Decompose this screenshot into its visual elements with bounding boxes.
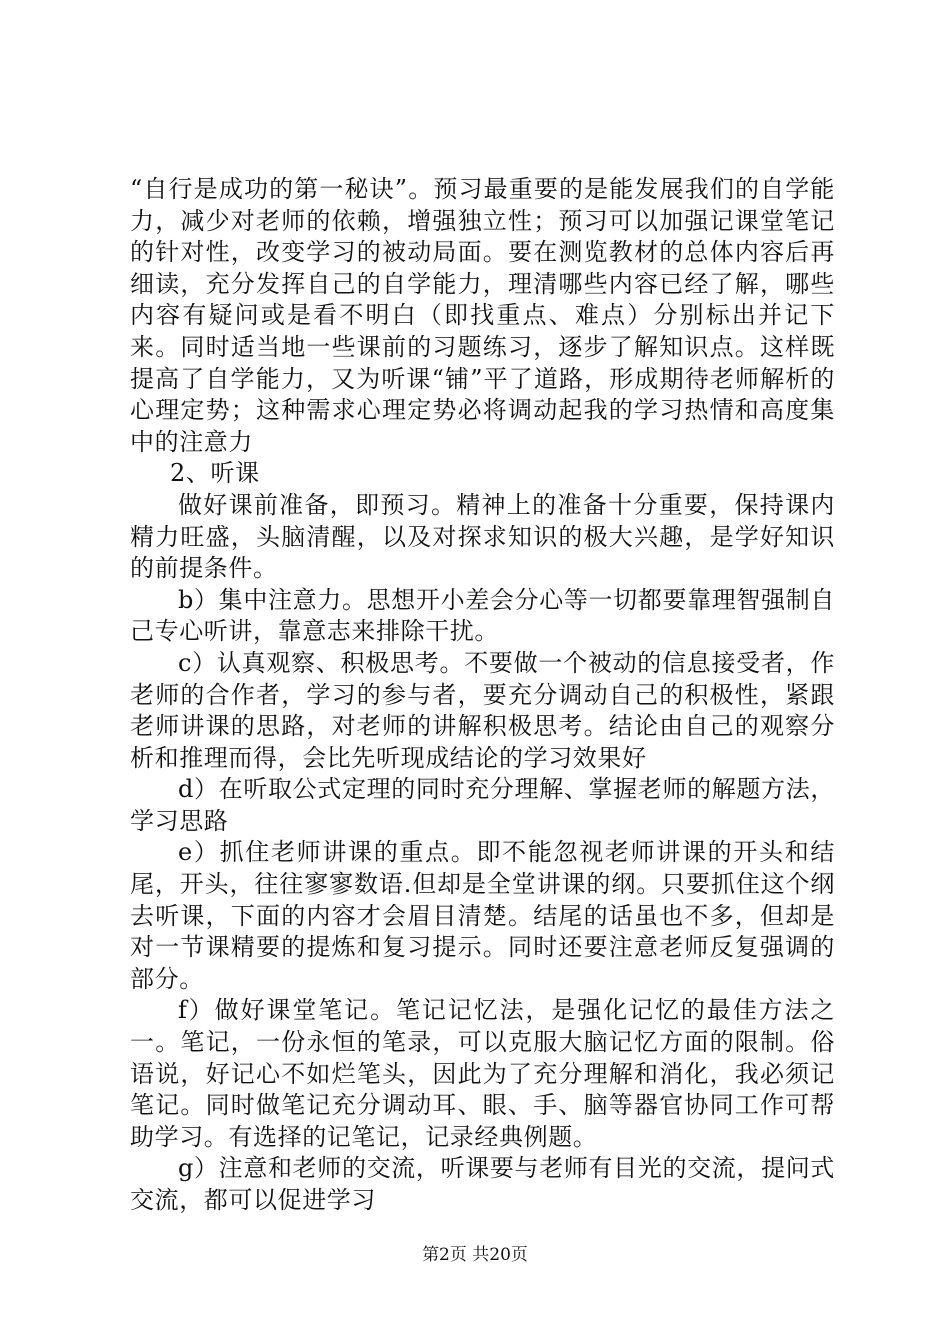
paragraph-item-f: f）做好课堂笔记。笔记记忆法，是强化记忆的最佳方法之一。笔记，一份永恒的笔录，可以克服大脑记忆方面的限制。俗语说，好记心不如烂笔头，因此为了充分理解和消化，我必须记笔记。同时做笔记充分调动耳、眼、手、脑等器官协同工作可帮助学习。有选择的记笔记，记录经典例题。 bbox=[130, 996, 835, 1151]
paragraph-item-d: d）在听取公式定理的同时充分理解、掌握老师的解题方法，学习思路 bbox=[130, 775, 835, 835]
page-number-footer: 第2页 共20页 bbox=[422, 1245, 528, 1265]
paragraph-item-e: e）抓住老师讲课的重点。即不能忽视老师讲课的开头和结尾，开头，往往寥寥数语.但却是全堂讲课的纲。只要抓住这个纲去听课，下面的内容才会眉目清楚。结尾的话虽也不多，但却是对一节课精要的提炼和复习提示。同时还要注意老师反复强调的部分。 bbox=[130, 838, 835, 993]
paragraph-prepare: 做好课前准备，即预习。精神上的准备十分重要，保持课内精力旺盛，头脑清醒，以及对探求知识的极大兴趣，是学好知识的前提条件。 bbox=[130, 490, 835, 583]
document-body bbox=[130, 174, 835, 1217]
section-heading-listening: 2、听课 bbox=[170, 459, 260, 488]
paragraph-item-c: c）认真观察、积极思考。不要做一个被动的信息接受者，作老师的合作者，学习的参与者，要充分调动自己的积极性，紧跟老师讲课的思路，对老师的讲解积极思考。结论由自己的观察分析和推理而得，会比先听现成结论的学习效果好 bbox=[130, 648, 835, 772]
paragraph-item-g: g）注意和老师的交流，听课要与老师有目光的交流，提问式交流，都可以促进学习 bbox=[130, 1154, 835, 1214]
paragraph-item-b: b）集中注意力。思想开小差会分心等一切都要靠理智强制自己专心听讲，靠意志来排除干扰。 bbox=[130, 585, 835, 646]
paragraph-preview-intro: “自行是成功的第一秘诀”。预习最重要的是能发展我们的自学能力，减少对老师的依赖，增强独立性；预习可以加强记课堂笔记的针对性，改变学习的被动局面。要在测览教材的总体内容后再细读，充分发挥自己的自学能力，理清哪些内容已经了解，哪些内容有疑问或是看不明白（即找重点、难点）分别标出并记下来。同时适当地一些课前的习题练习，逐步了解知识点。这样既提高了自学能力，又为听课“铺”平了道路，形成期待老师解析的心理定势；这种需求心理定势必将调动起我的学习热情和高度集中的注意力 bbox=[130, 175, 835, 456]
